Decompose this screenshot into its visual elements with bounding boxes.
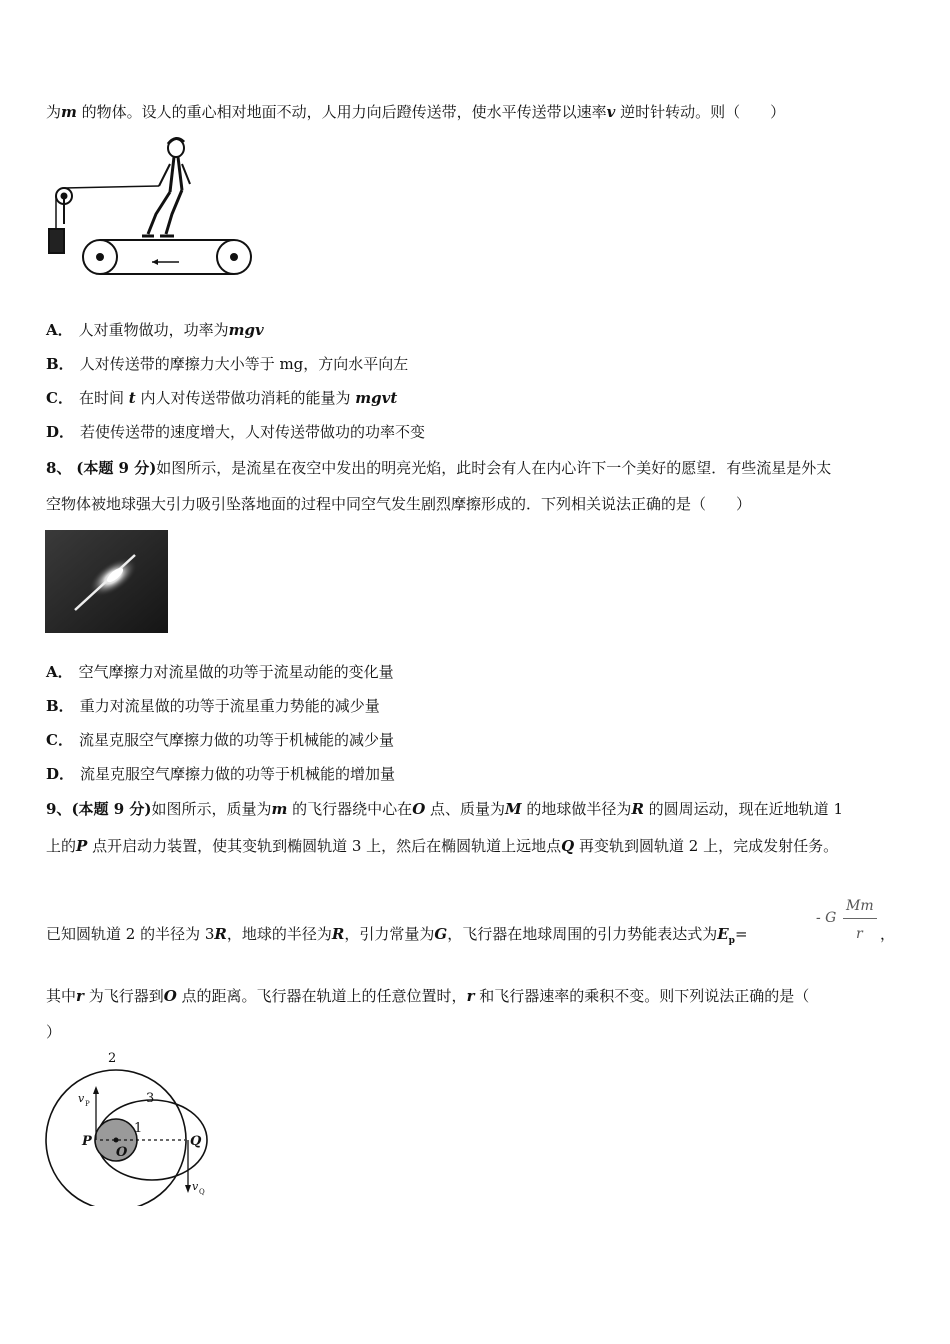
q7-stem-line: 为m 的物体。设人的重心相对地面不动，人用力向后蹬传送带，使水平传送带以速率v 逆时针转动。则（ ） xyxy=(46,103,786,121)
orbit-diagram xyxy=(40,1046,220,1206)
q9-stem-line1: 9、(本题 9 分)如图所示，质量为m 的飞行器绕中心在O 点、质量为M 的地球做半径为R 的圆周运动，现在近地轨道 1 xyxy=(46,800,843,818)
q8-option-c[interactable]: C． 流星克服空气摩擦力做的功等于机械能的减少量 xyxy=(46,731,394,749)
label-vp-sub: P xyxy=(85,1100,90,1108)
q9-stem-line2: 上的P 点开启动力装置，使其变轨到椭圆轨道 3 上，然后在椭圆轨道上远地点Q 再变轨到圆轨道 2 上，完成发射任务。 xyxy=(46,837,839,855)
label-orbit-2: 2 xyxy=(108,1051,117,1066)
q8-option-b[interactable]: B． 重力对流星做的功等于流星重力势能的减少量 xyxy=(46,697,380,715)
q8-stem-line2: 空物体被地球强大引力吸引坠落地面的过程中同空气发生剧烈摩擦形成的．下列相关说法正确的是（ ） xyxy=(46,495,752,513)
q8-option-d[interactable]: D． 流星克服空气摩擦力做的功等于机械能的增加量 xyxy=(46,765,396,783)
label-orbit-3: 3 xyxy=(146,1091,155,1106)
label-vq: v xyxy=(192,1180,199,1193)
meteor-photo xyxy=(45,530,168,633)
q9-stem-line5: ） xyxy=(46,1023,62,1041)
q7-option-c[interactable]: C． 在时间 t 内人对传送带做功消耗的能量为 mgvt xyxy=(46,389,398,407)
label-vq-sub: Q xyxy=(199,1188,205,1196)
conveyor-belt-figure xyxy=(44,134,254,284)
q7-option-d[interactable]: D． 若使传送带的速度增大，人对传送带做功的功率不变 xyxy=(46,423,426,441)
energy-formula-numerator: Mm xyxy=(846,898,874,914)
label-P: P xyxy=(82,1134,92,1149)
q9-stem-line4: 其中r 为飞行器到O 点的距离。飞行器在轨道上的任意位置时，r 和飞行器速率的乘积不变。则下列说法正确的是（ xyxy=(46,987,810,1005)
label-orbit-1: 1 xyxy=(134,1121,143,1136)
label-O: O xyxy=(116,1145,128,1160)
q8-option-a[interactable]: A． 空气摩擦力对流星做的功等于流星动能的变化量 xyxy=(46,663,394,681)
fraction-bar xyxy=(843,918,877,919)
q7-option-b[interactable]: B． 人对传送带的摩擦力大小等于 mg，方向水平向左 xyxy=(46,355,409,373)
energy-formula-prefix: - G xyxy=(816,910,837,926)
label-vp: v xyxy=(78,1092,85,1105)
label-Q: Q xyxy=(190,1134,202,1149)
energy-formula-denominator: r xyxy=(856,926,863,942)
q7-option-a[interactable]: A． 人对重物做功，功率为mgv xyxy=(46,321,264,339)
q8-stem-line1: 8、 (本题 9 分)如图所示，是流星在夜空中发出的明亮光焰，此时会有人在内心许下一个美好的愿望．有些流星是外太 xyxy=(46,459,832,477)
formula-comma: ， xyxy=(880,925,896,943)
q9-stem-line3: 已知圆轨道 2 的半径为 3R，地球的半径为R，引力常量为G，飞行器在地球周围的引力势能表达式为$E_p=$ xyxy=(46,925,748,946)
